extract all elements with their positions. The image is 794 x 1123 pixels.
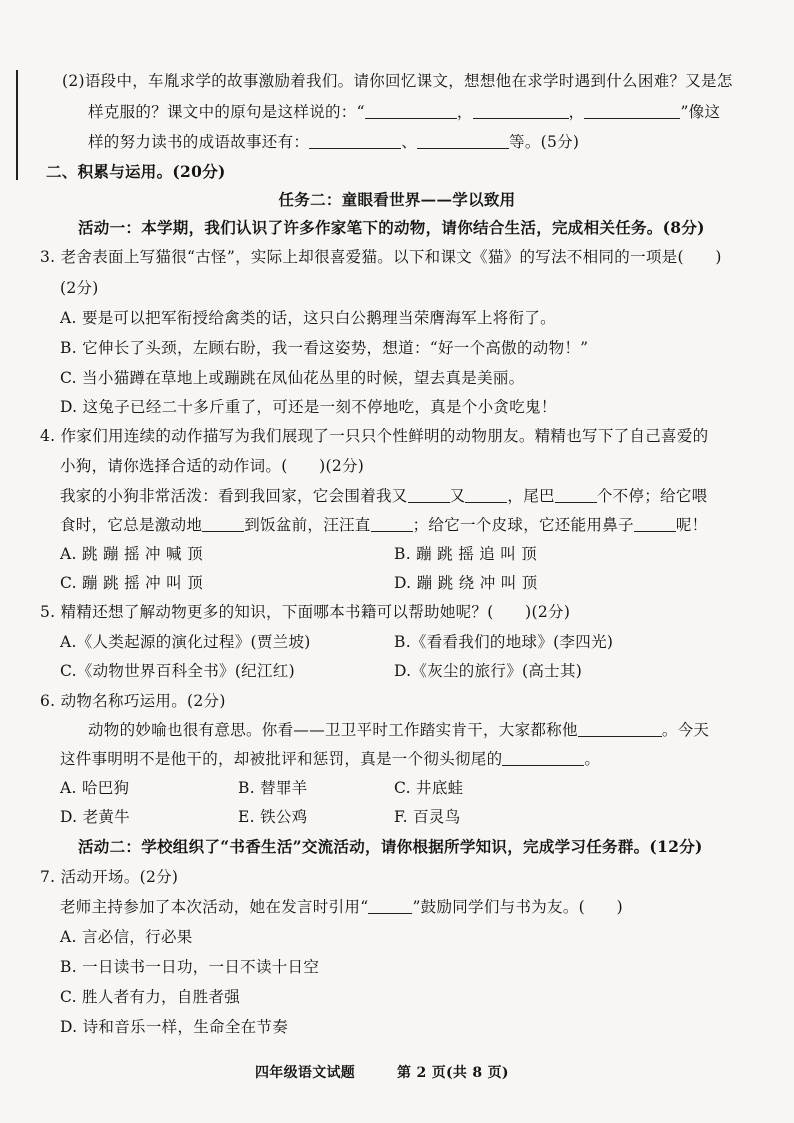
q7-stem: 7. 活动开场。(2分) — [40, 868, 179, 886]
q4-option-b[interactable]: B. 蹦 跳 摇 追 叫 顶 — [394, 545, 538, 563]
q4-stem-line1: 4. 作家们用连续的动作描写为我们展现了一只只个性鲜明的动物朋友。精精也写下了自己喜爱的 — [40, 427, 709, 445]
q4-passage-text: 食时，它总是激动地 — [60, 516, 203, 534]
q6-passage-line1 — [88, 719, 709, 741]
q7-option-d[interactable]: D. 诗和音乐一样，生命全在节奏 — [60, 1018, 289, 1036]
q5-option-b[interactable]: B.《看看我们的地球》(李四光) — [394, 633, 614, 651]
answer-blank[interactable] — [555, 486, 597, 503]
activity1-heading: 活动一：本学期，我们认识了许多作家笔下的动物，请你结合生活，完成相关任务。(8分) — [78, 218, 705, 237]
q4-option-c[interactable]: C. 蹦 跳 摇 冲 叫 顶 — [60, 574, 203, 592]
q6-passage-text: 。今天 — [661, 721, 710, 739]
q3-score: (2分) — [60, 279, 99, 297]
q6-passage-text: 。 — [584, 750, 601, 768]
q4-option-a[interactable]: A. 跳 蹦 摇 冲 喊 顶 — [60, 545, 203, 563]
q4-passage-text: 又 — [449, 487, 466, 505]
task-title: 任务二：童眼看世界——学以致用 — [278, 190, 516, 209]
q7-option-a[interactable]: A. 言必信，行必果 — [60, 928, 193, 946]
answer-blank[interactable] — [371, 515, 413, 532]
q2-sub-line2-text: 样克服的？课文中的原句是这样说的：“ — [88, 103, 365, 121]
q5-option-d[interactable]: D.《灰尘的旅行》(高士其) — [394, 662, 583, 680]
answer-blank[interactable] — [634, 515, 676, 532]
q4-passage-text: ，尾巴 — [507, 487, 555, 505]
margin-line — [16, 70, 18, 180]
q6-option-a[interactable]: A. 哈巴狗 — [60, 779, 130, 797]
q6-passage-line2 — [60, 748, 600, 770]
answer-blank[interactable] — [502, 749, 584, 766]
q3-stem: 3. 老舍表面上写猫很“古怪”，实际上却很喜爱猫。以下和课文《猫》的写法不相同的一项是( ) — [40, 248, 722, 266]
q6-option-b[interactable]: B. 替罪羊 — [238, 779, 308, 797]
q3-option-d[interactable]: D. 这兔子已经二十多斤重了，可还是一刻不停地吃，真是个小贪吃鬼！ — [60, 398, 557, 416]
q7-option-c[interactable]: C. 胜人者有力，自胜者强 — [60, 988, 241, 1006]
answer-blank[interactable] — [365, 102, 457, 119]
q6-option-d[interactable]: D. 老黄牛 — [60, 808, 131, 826]
comma: ， — [456, 103, 473, 121]
q2-sub-line1: (2)语段中，车胤求学的故事激励着我们。请你回忆课文，想想他在求学时遇到什么困难？又是怎 — [62, 72, 733, 90]
q4-passage-line1 — [60, 485, 707, 507]
separator: 、 — [401, 133, 418, 151]
answer-blank[interactable] — [309, 132, 401, 149]
q4-passage-text: 呢！ — [675, 516, 708, 534]
q5-option-a[interactable]: A.《人类起源的演化过程》(贾兰坡) — [60, 633, 311, 651]
section-heading: 二、积累与运用。(20分) — [46, 162, 226, 181]
q7-passage-text: 老师主持参加了本次活动，她在发言时引用“ — [60, 898, 369, 916]
answer-blank[interactable] — [368, 897, 412, 914]
q6-stem: 6. 动物名称巧运用。(2分) — [40, 692, 226, 710]
q2-sub-line3 — [88, 131, 579, 153]
answer-blank[interactable] — [202, 515, 244, 532]
answer-blank[interactable] — [584, 102, 680, 119]
q4-passage-text: 到饭盆前，汪汪直 — [244, 516, 371, 534]
q4-stem-line2: 小狗，请你选择合适的动作词。( )(2分) — [60, 457, 365, 475]
q4-option-d[interactable]: D. 蹦 跳 绕 冲 叫 顶 — [394, 574, 538, 592]
answer-blank[interactable] — [465, 486, 507, 503]
q7-passage-text: ”鼓励同学们与书为友。( ) — [412, 898, 623, 916]
q4-passage-text: ；给它一个皮球，它还能用鼻子 — [412, 516, 634, 534]
q6-option-e[interactable]: E. 铁公鸡 — [238, 808, 308, 826]
q4-passage-text: 我家的小狗非常活泼：看到我回家，它会围着我又 — [60, 487, 408, 505]
answer-blank[interactable] — [473, 102, 569, 119]
q2-sub-line3-end: 等。(5分) — [509, 133, 580, 151]
q3-option-b[interactable]: B. 它伸长了头颈，左顾右盼，我一看这姿势，想道：“好一个高傲的动物！” — [60, 339, 589, 357]
q3-option-c[interactable]: C. 当小猫蹲在草地上或蹦跳在凤仙花丛里的时候，望去真是美丽。 — [60, 369, 525, 387]
q4-passage-line2 — [60, 514, 707, 536]
footer-page-number: 第 2 页(共 8 页) — [397, 1065, 509, 1081]
q6-passage-text: 这件事明明不是他干的，却被批评和惩罚，真是一个彻头彻尾的 — [60, 750, 503, 768]
q6-passage-text: 动物的妙喻也很有意思。你看——卫卫平时工作踏实肯干，大家都称他 — [88, 721, 578, 739]
footer-subject: 四年级语文试题 — [255, 1065, 356, 1081]
q2-sub-line3-text: 样的努力读书的成语故事还有： — [88, 133, 310, 151]
answer-blank[interactable] — [408, 486, 450, 503]
q5-stem: 5. 精精还想了解动物更多的知识，下面哪本书籍可以帮助她呢？( )(2分) — [40, 603, 571, 621]
answer-blank[interactable] — [578, 720, 662, 737]
q7-option-b[interactable]: B. 一日读书一日功，一日不读十日空 — [60, 958, 320, 976]
activity2-heading: 活动二：学校组织了“书香生活”交流活动，请你根据所学知识，完成学习任务群。(12分) — [78, 837, 703, 856]
q4-passage-text: 个不停；给它喂 — [596, 487, 708, 505]
q2-sub-line2-end: ”像这 — [680, 103, 721, 121]
answer-blank[interactable] — [417, 132, 509, 149]
q6-option-f[interactable]: F. 百灵鸟 — [394, 808, 461, 826]
comma: ， — [568, 103, 585, 121]
q7-passage — [60, 896, 623, 918]
q5-option-c[interactable]: C.《动物世界百科全书》(纪江红) — [60, 662, 295, 680]
q6-option-c[interactable]: C. 井底蛙 — [394, 779, 464, 797]
q2-sub-line2 — [88, 101, 720, 123]
q3-option-a[interactable]: A. 要是可以把军衔授给禽类的话，这只白公鹅理当荣膺海军上将衔了。 — [60, 309, 556, 327]
